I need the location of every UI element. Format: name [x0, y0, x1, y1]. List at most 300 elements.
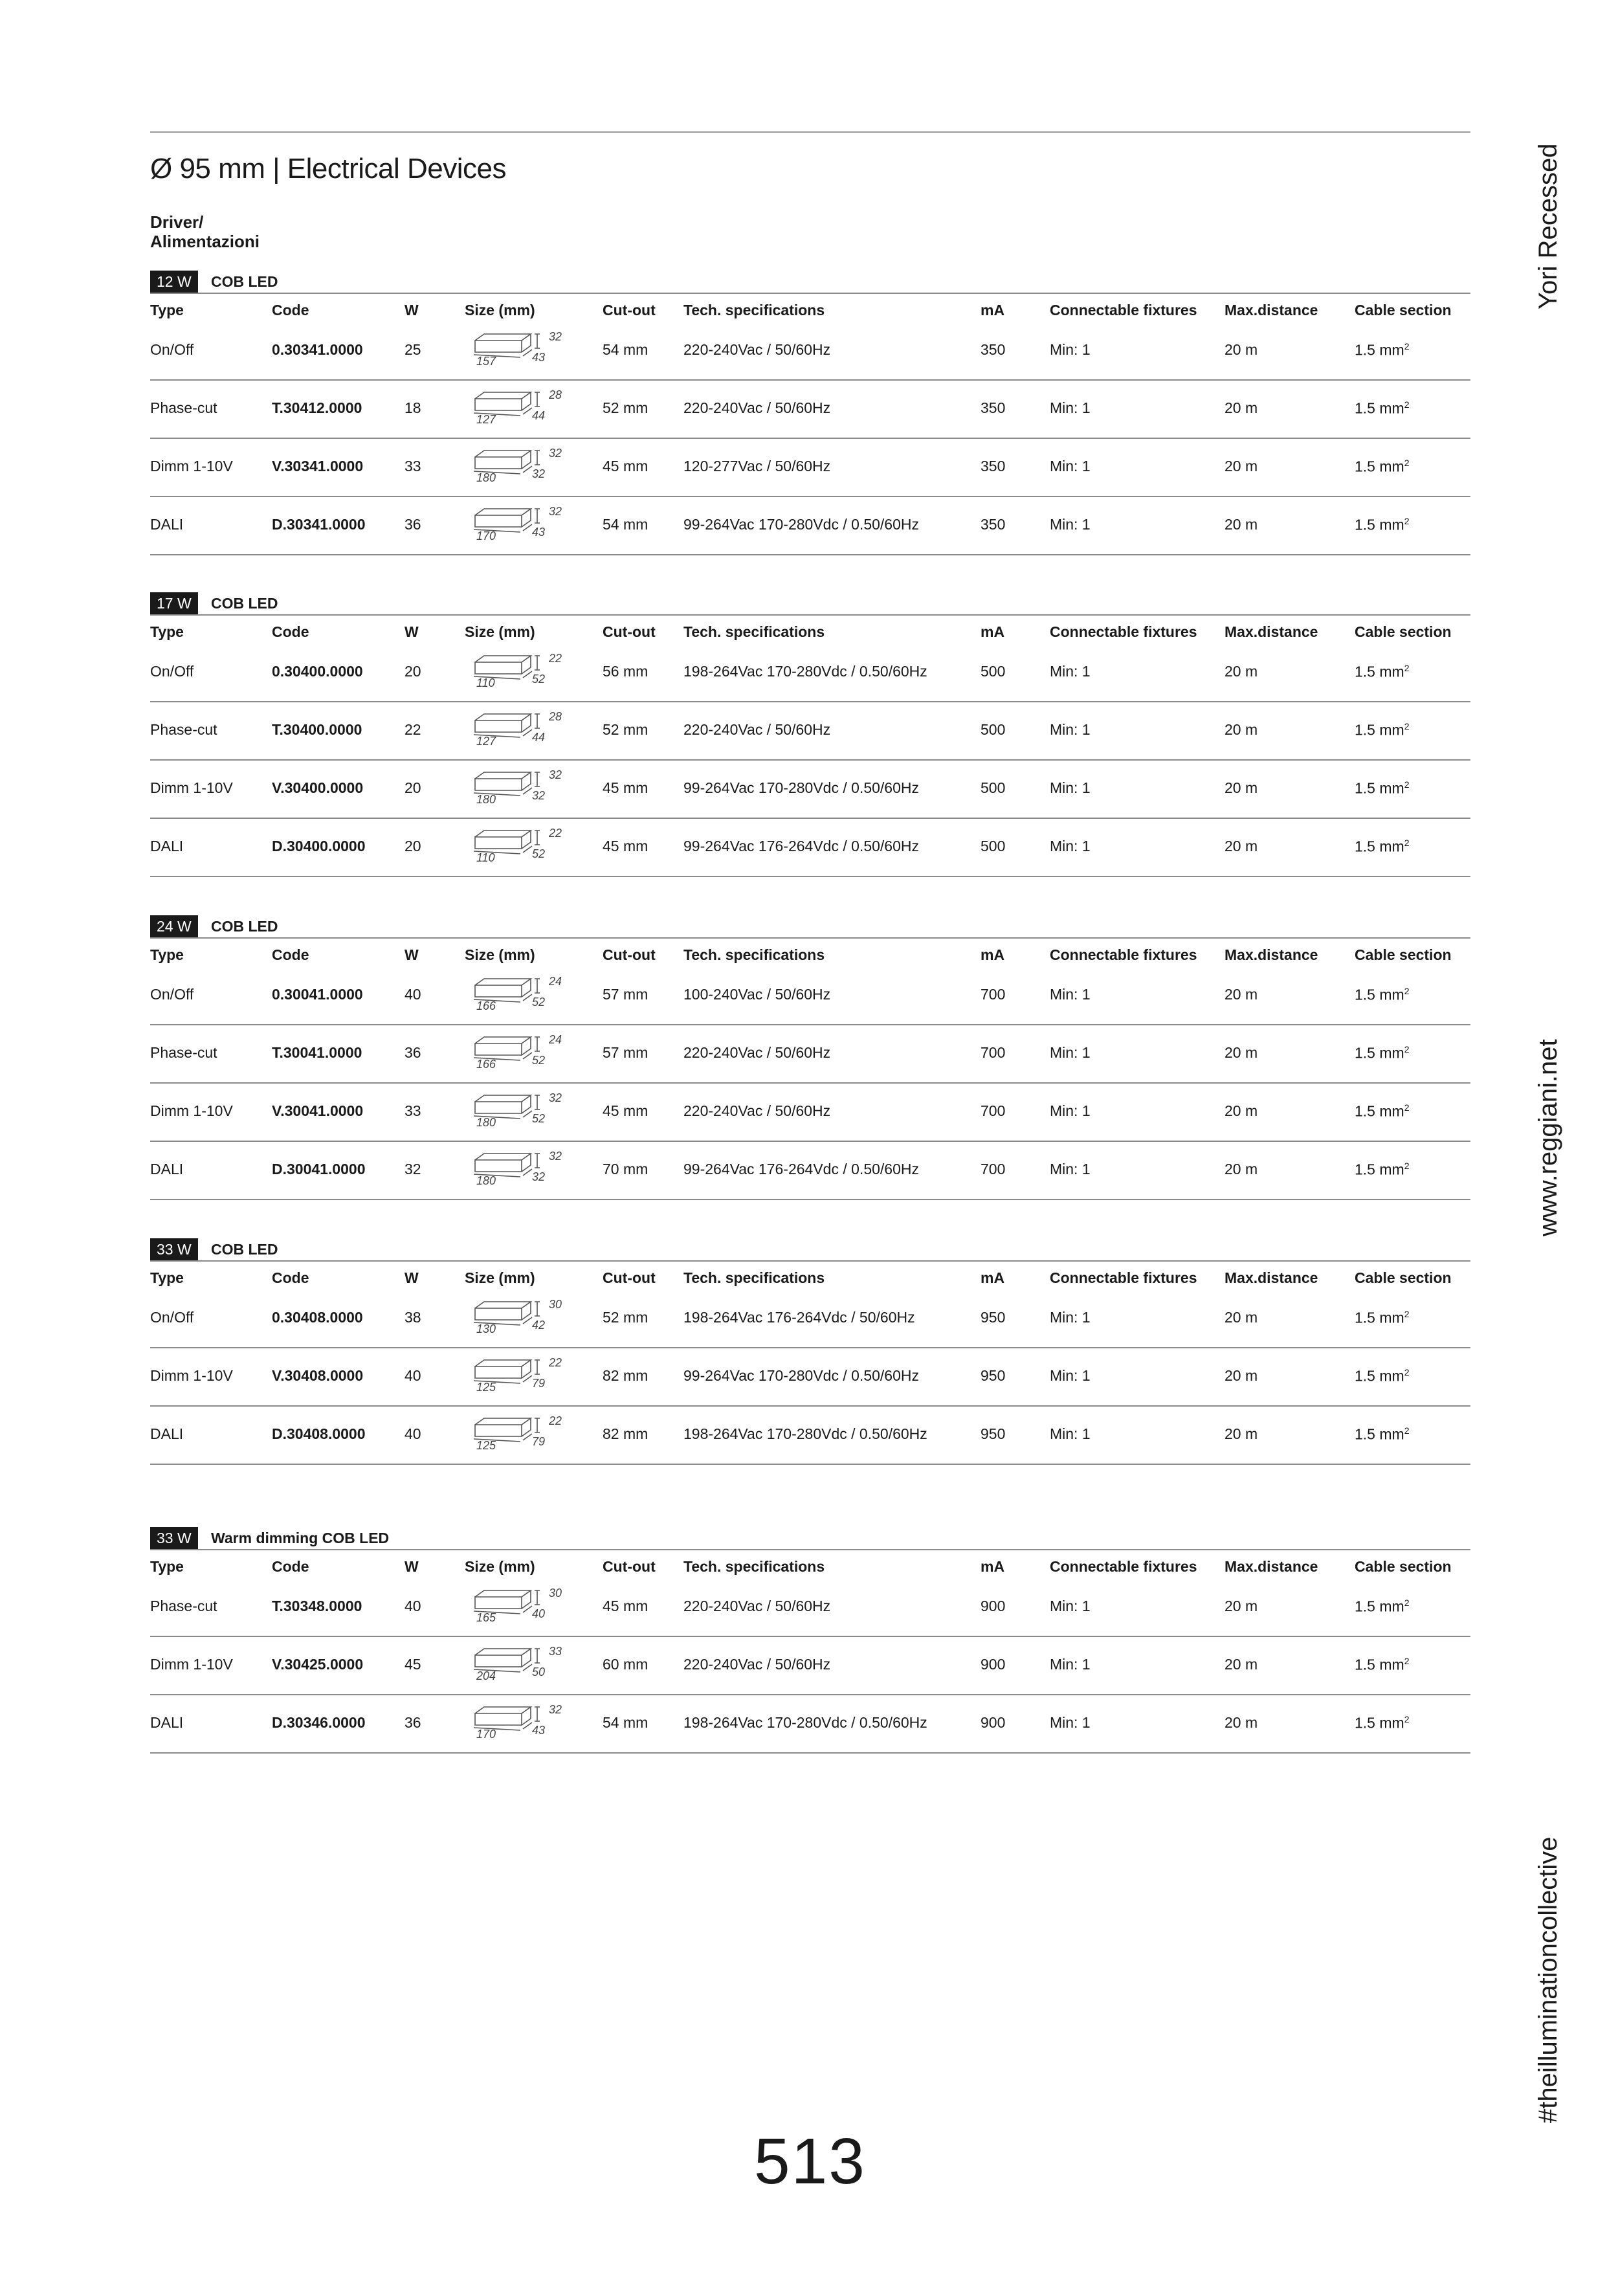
watt-cell: 40 — [404, 1425, 421, 1442]
maxdistance-cell: 20 m — [1225, 341, 1258, 358]
size-width: 79 — [532, 1435, 546, 1448]
type-cell: Phase-cut — [150, 399, 217, 416]
size-width: 79 — [532, 1377, 546, 1390]
maxdistance-cell: 20 m — [1225, 1102, 1258, 1119]
cable-section-cell — [1355, 1425, 1409, 1443]
col-cable-header: Cable section — [1355, 623, 1452, 640]
size-length: 170 — [476, 1728, 496, 1741]
driver-section — [150, 271, 1470, 555]
watt-cell: 20 — [404, 663, 421, 680]
col-ma-header: mA — [981, 1269, 1005, 1286]
tech-cell: 120-277Vac / 50/60Hz — [683, 458, 831, 474]
code-cell: V.30425.0000 — [272, 1656, 364, 1673]
code-cell: T.30348.0000 — [272, 1598, 362, 1614]
cable-superscript: 2 — [1404, 1161, 1410, 1171]
cable-section-cell — [1355, 1656, 1409, 1674]
tech-cell: 220-240Vac / 50/60Hz — [683, 1656, 831, 1673]
size-height: 32 — [549, 1091, 562, 1104]
cable-value: 1.5 mm — [1355, 1598, 1404, 1615]
cable-value: 1.5 mm — [1355, 399, 1404, 417]
connectable-cell: Min: 1 — [1050, 1656, 1091, 1673]
col-tech-header: Tech. specifications — [683, 1558, 825, 1575]
size-height: 24 — [549, 975, 562, 988]
side-hashtag: #theilluminationcollective — [1534, 1836, 1562, 2123]
cable-superscript: 2 — [1404, 341, 1410, 351]
ma-cell: 500 — [981, 721, 1006, 738]
size-height: 22 — [549, 652, 562, 665]
ma-cell: 900 — [981, 1656, 1006, 1673]
tech-cell: 99-264Vac 170-280Vdc / 0.50/60Hz — [683, 516, 919, 533]
ma-cell: 500 — [981, 663, 1006, 680]
code-cell: D.30041.0000 — [272, 1161, 366, 1177]
col-code-header: Code — [272, 1558, 309, 1575]
ma-cell: 700 — [981, 1161, 1006, 1177]
table-row — [150, 975, 1470, 1025]
col-size-header: Size (mm) — [465, 1558, 535, 1575]
tech-cell: 198-264Vac 170-280Vdc / 0.50/60Hz — [683, 1714, 927, 1731]
cable-section-cell — [1355, 1367, 1409, 1385]
connectable-cell: Min: 1 — [1050, 721, 1091, 738]
size-height: 32 — [549, 447, 562, 460]
code-cell: D.30400.0000 — [272, 838, 366, 854]
code-cell: 0.30041.0000 — [272, 986, 363, 1003]
col-type-header: Type — [150, 623, 184, 640]
size-height: 32 — [549, 330, 562, 343]
code-cell: D.30408.0000 — [272, 1425, 366, 1442]
col-type-header: Type — [150, 1558, 184, 1575]
col-cable-header: Cable section — [1355, 1558, 1452, 1575]
maxdistance-cell: 20 m — [1225, 779, 1258, 796]
size-height: 33 — [549, 1645, 562, 1658]
tech-cell: 220-240Vac / 50/60Hz — [683, 341, 831, 358]
cutout-cell: 54 mm — [603, 1714, 648, 1731]
size-length: 166 — [476, 999, 496, 1012]
size-diagram — [470, 971, 573, 1019]
watt-cell: 20 — [404, 779, 421, 796]
cable-section-cell — [1355, 1102, 1409, 1120]
type-cell: Dimm 1-10V — [150, 1102, 233, 1119]
cutout-cell: 52 mm — [603, 721, 648, 738]
watt-cell: 40 — [404, 1367, 421, 1384]
section-label: COB LED — [211, 273, 278, 290]
cable-section-cell — [1355, 458, 1409, 476]
col-ma-header: mA — [981, 1558, 1005, 1575]
cable-section-cell — [1355, 1598, 1409, 1616]
cable-value: 1.5 mm — [1355, 1367, 1404, 1385]
size-length: 180 — [476, 471, 496, 484]
size-width: 32 — [532, 789, 546, 802]
watt-cell: 36 — [404, 1714, 421, 1731]
page-number: 513 — [754, 2125, 866, 2198]
col-maxdistance-header: Max.distance — [1225, 302, 1318, 318]
cable-section-cell — [1355, 663, 1409, 681]
cable-superscript: 2 — [1404, 399, 1410, 410]
type-cell: On/Off — [150, 663, 194, 680]
cable-value: 1.5 mm — [1355, 779, 1404, 797]
size-width: 42 — [532, 1319, 546, 1332]
code-cell: T.30041.0000 — [272, 1044, 362, 1061]
ma-cell: 900 — [981, 1598, 1006, 1614]
code-cell: V.30041.0000 — [272, 1102, 364, 1119]
cable-superscript: 2 — [1404, 1044, 1410, 1054]
tech-cell: 198-264Vac 176-264Vdc / 50/60Hz — [683, 1309, 915, 1326]
size-length: 127 — [476, 735, 496, 748]
section-label: COB LED — [211, 595, 278, 612]
wattage-badge: 24 W — [150, 915, 198, 937]
ma-cell: 500 — [981, 779, 1006, 796]
cable-value: 1.5 mm — [1355, 663, 1404, 680]
watt-cell: 18 — [404, 399, 421, 416]
driver-section — [150, 592, 1470, 877]
tech-cell: 220-240Vac / 50/60Hz — [683, 1102, 831, 1119]
table-row — [150, 1695, 1470, 1754]
cable-value: 1.5 mm — [1355, 1102, 1404, 1120]
size-diagram — [470, 764, 573, 812]
connectable-cell: Min: 1 — [1050, 1044, 1091, 1061]
cable-superscript: 2 — [1404, 721, 1410, 731]
maxdistance-cell: 20 m — [1225, 1367, 1258, 1384]
size-height: 22 — [549, 1356, 562, 1369]
section-header — [150, 1527, 1470, 1549]
table-row — [150, 330, 1470, 381]
cutout-cell: 82 mm — [603, 1367, 648, 1384]
size-width: 43 — [532, 1724, 546, 1737]
cutout-cell: 70 mm — [603, 1161, 648, 1177]
size-width: 32 — [532, 467, 546, 480]
cable-section-cell — [1355, 341, 1409, 359]
maxdistance-cell: 20 m — [1225, 1161, 1258, 1177]
size-length: 166 — [476, 1058, 496, 1071]
watt-cell: 36 — [404, 1044, 421, 1061]
page-title: Ø 95 mm | Electrical Devices — [150, 153, 507, 184]
connectable-cell: Min: 1 — [1050, 663, 1091, 680]
size-diagram — [470, 1029, 573, 1077]
ma-cell: 350 — [981, 341, 1006, 358]
cable-superscript: 2 — [1404, 663, 1410, 673]
ma-cell: 350 — [981, 399, 1006, 416]
cable-superscript: 2 — [1404, 516, 1410, 526]
section-header — [150, 915, 1470, 937]
size-height: 32 — [549, 1703, 562, 1716]
tech-cell: 198-264Vac 170-280Vdc / 0.50/60Hz — [683, 663, 927, 680]
size-length: 125 — [476, 1439, 496, 1452]
side-product-name: Yori Recessed — [1534, 143, 1562, 309]
col-size-header: Size (mm) — [465, 623, 535, 640]
section-label: Warm dimming COB LED — [211, 1530, 390, 1546]
size-width: 52 — [532, 996, 546, 1009]
watt-cell: 36 — [404, 516, 421, 533]
size-length: 204 — [476, 1669, 496, 1682]
watt-cell: 33 — [404, 458, 421, 474]
ma-cell: 700 — [981, 986, 1006, 1003]
col-cutout-header: Cut-out — [603, 302, 656, 318]
cable-superscript: 2 — [1404, 1309, 1410, 1319]
connectable-cell: Min: 1 — [1050, 516, 1091, 533]
cutout-cell: 54 mm — [603, 516, 648, 533]
cable-value: 1.5 mm — [1355, 341, 1404, 359]
col-maxdistance-header: Max.distance — [1225, 623, 1318, 640]
size-length: 157 — [476, 355, 496, 368]
size-height: 28 — [549, 710, 562, 723]
size-length: 125 — [476, 1381, 496, 1394]
size-diagram — [470, 326, 573, 374]
size-height: 30 — [549, 1298, 562, 1311]
col-connectable-header: Connectable fixtures — [1050, 946, 1197, 963]
cable-superscript: 2 — [1404, 1598, 1410, 1608]
tech-cell: 220-240Vac / 50/60Hz — [683, 721, 831, 738]
size-height: 32 — [549, 1150, 562, 1163]
type-cell: DALI — [150, 1161, 184, 1177]
connectable-cell: Min: 1 — [1050, 1425, 1091, 1442]
cable-section-cell — [1355, 1309, 1409, 1327]
size-width: 44 — [532, 731, 546, 744]
connectable-cell: Min: 1 — [1050, 1102, 1091, 1119]
col-size-header: Size (mm) — [465, 302, 535, 318]
size-width: 43 — [532, 351, 546, 364]
tech-cell: 198-264Vac 170-280Vdc / 0.50/60Hz — [683, 1425, 927, 1442]
col-type-header: Type — [150, 1269, 184, 1286]
connectable-cell: Min: 1 — [1050, 1367, 1091, 1384]
connectable-cell: Min: 1 — [1050, 341, 1091, 358]
code-cell: T.30412.0000 — [272, 399, 362, 416]
col-tech-header: Tech. specifications — [683, 623, 825, 640]
size-length: 110 — [476, 676, 495, 689]
col-size-header: Size (mm) — [465, 1269, 535, 1286]
cable-section-cell — [1355, 779, 1409, 797]
size-length: 180 — [476, 1174, 496, 1187]
table-row — [150, 1142, 1470, 1200]
cable-value: 1.5 mm — [1355, 1425, 1404, 1443]
table-row — [150, 1637, 1470, 1695]
code-cell: V.30341.0000 — [272, 458, 364, 474]
cable-section-cell — [1355, 399, 1409, 418]
ma-cell: 950 — [981, 1367, 1006, 1384]
size-length: 165 — [476, 1611, 496, 1624]
col-maxdistance-header: Max.distance — [1225, 946, 1318, 963]
col-tech-header: Tech. specifications — [683, 946, 825, 963]
col-w-header: W — [404, 302, 419, 318]
size-width: 52 — [532, 847, 546, 860]
cable-value: 1.5 mm — [1355, 1714, 1404, 1732]
col-connectable-header: Connectable fixtures — [1050, 302, 1197, 318]
col-w-header: W — [404, 1558, 419, 1575]
section-label: COB LED — [211, 1241, 278, 1258]
ma-cell: 900 — [981, 1714, 1006, 1731]
watt-cell: 22 — [404, 721, 421, 738]
cable-value: 1.5 mm — [1355, 516, 1404, 533]
col-cable-header: Cable section — [1355, 946, 1452, 963]
maxdistance-cell: 20 m — [1225, 663, 1258, 680]
wattage-badge: 17 W — [150, 592, 198, 614]
table-row — [150, 1587, 1470, 1637]
ma-cell: 350 — [981, 458, 1006, 474]
size-diagram — [470, 1087, 573, 1135]
col-code-header: Code — [272, 623, 309, 640]
cutout-cell: 52 mm — [603, 399, 648, 416]
maxdistance-cell: 20 m — [1225, 721, 1258, 738]
size-diagram — [470, 1699, 573, 1747]
size-length: 127 — [476, 413, 496, 426]
type-cell: Dimm 1-10V — [150, 779, 233, 796]
table-row — [150, 497, 1470, 555]
side-website[interactable]: www.reggiani.net — [1534, 1039, 1562, 1236]
size-height: 28 — [549, 388, 562, 401]
cable-value: 1.5 mm — [1355, 838, 1404, 855]
code-cell: 0.30341.0000 — [272, 341, 363, 358]
connectable-cell: Min: 1 — [1050, 838, 1091, 854]
col-maxdistance-header: Max.distance — [1225, 1269, 1318, 1286]
cable-superscript: 2 — [1404, 1367, 1410, 1377]
watt-cell: 40 — [404, 1598, 421, 1614]
maxdistance-cell: 20 m — [1225, 399, 1258, 416]
watt-cell: 25 — [404, 341, 421, 358]
watt-cell: 40 — [404, 986, 421, 1003]
cable-value: 1.5 mm — [1355, 1044, 1404, 1062]
cable-superscript: 2 — [1404, 779, 1410, 790]
size-length: 180 — [476, 793, 496, 806]
cable-superscript: 2 — [1404, 1425, 1410, 1436]
connectable-cell: Min: 1 — [1050, 1714, 1091, 1731]
wattage-badge: 12 W — [150, 271, 198, 293]
tech-cell: 220-240Vac / 50/60Hz — [683, 399, 831, 416]
table-row — [150, 1348, 1470, 1407]
col-maxdistance-header: Max.distance — [1225, 1558, 1318, 1575]
tech-cell: 99-264Vac 176-264Vdc / 0.50/60Hz — [683, 1161, 919, 1177]
cable-value: 1.5 mm — [1355, 458, 1404, 475]
cable-superscript: 2 — [1404, 1102, 1410, 1113]
watt-cell: 32 — [404, 1161, 421, 1177]
cable-superscript: 2 — [1404, 458, 1410, 468]
section-header — [150, 1238, 1470, 1260]
table-row — [150, 652, 1470, 702]
page-subtitle — [150, 212, 260, 251]
tech-cell: 99-264Vac 176-264Vdc / 0.50/60Hz — [683, 838, 919, 854]
connectable-cell: Min: 1 — [1050, 779, 1091, 796]
col-cutout-header: Cut-out — [603, 1558, 656, 1575]
ma-cell: 350 — [981, 516, 1006, 533]
col-tech-header: Tech. specifications — [683, 1269, 825, 1286]
wattage-badge: 33 W — [150, 1527, 198, 1549]
col-connectable-header: Connectable fixtures — [1050, 623, 1197, 640]
cable-section-cell — [1355, 516, 1409, 534]
section-header — [150, 592, 1470, 614]
size-diagram — [470, 1294, 573, 1342]
cable-value: 1.5 mm — [1355, 1161, 1404, 1178]
col-cutout-header: Cut-out — [603, 946, 656, 963]
size-height: 32 — [549, 505, 562, 518]
code-cell: V.30400.0000 — [272, 779, 364, 796]
table-row — [150, 1084, 1470, 1142]
driver-section — [150, 1527, 1470, 1754]
cable-section-cell — [1355, 1714, 1409, 1732]
watt-cell: 45 — [404, 1656, 421, 1673]
col-size-header: Size (mm) — [465, 946, 535, 963]
cable-superscript: 2 — [1404, 1714, 1410, 1724]
type-cell: Phase-cut — [150, 1044, 217, 1061]
col-cutout-header: Cut-out — [603, 1269, 656, 1286]
cable-section-cell — [1355, 838, 1409, 856]
size-height: 24 — [549, 1033, 562, 1046]
cutout-cell: 60 mm — [603, 1656, 648, 1673]
col-type-header: Type — [150, 946, 184, 963]
size-diagram — [470, 1583, 573, 1631]
ma-cell: 500 — [981, 838, 1006, 854]
size-width: 52 — [532, 1054, 546, 1067]
top-rule — [150, 131, 1470, 133]
maxdistance-cell: 20 m — [1225, 1656, 1258, 1673]
col-tech-header: Tech. specifications — [683, 302, 825, 318]
code-cell: 0.30400.0000 — [272, 663, 363, 680]
cutout-cell: 57 mm — [603, 1044, 648, 1061]
maxdistance-cell: 20 m — [1225, 1044, 1258, 1061]
maxdistance-cell: 20 m — [1225, 516, 1258, 533]
maxdistance-cell: 20 m — [1225, 1598, 1258, 1614]
col-code-header: Code — [272, 302, 309, 318]
col-type-header: Type — [150, 302, 184, 318]
cutout-cell: 54 mm — [603, 341, 648, 358]
table-header-row — [150, 294, 1470, 330]
ma-cell: 950 — [981, 1309, 1006, 1326]
connectable-cell: Min: 1 — [1050, 1161, 1091, 1177]
watt-cell: 38 — [404, 1309, 421, 1326]
type-cell: Phase-cut — [150, 721, 217, 738]
type-cell: DALI — [150, 1425, 184, 1442]
wattage-badge: 33 W — [150, 1238, 198, 1260]
driver-section — [150, 915, 1470, 1200]
col-connectable-header: Connectable fixtures — [1050, 1269, 1197, 1286]
size-width: 52 — [532, 1112, 546, 1125]
type-cell: On/Off — [150, 1309, 194, 1326]
driver-section — [150, 1238, 1470, 1465]
cable-superscript: 2 — [1404, 1656, 1410, 1666]
size-diagram — [470, 1352, 573, 1400]
maxdistance-cell: 20 m — [1225, 986, 1258, 1003]
tech-cell: 99-264Vac 170-280Vdc / 0.50/60Hz — [683, 779, 919, 796]
cable-superscript: 2 — [1404, 838, 1410, 848]
cable-section-cell — [1355, 1161, 1409, 1179]
col-connectable-header: Connectable fixtures — [1050, 1558, 1197, 1575]
connectable-cell: Min: 1 — [1050, 458, 1091, 474]
cutout-cell: 56 mm — [603, 663, 648, 680]
ma-cell: 700 — [981, 1044, 1006, 1061]
size-length: 130 — [476, 1322, 496, 1335]
size-width: 52 — [532, 673, 546, 685]
col-cutout-header: Cut-out — [603, 623, 656, 640]
col-code-header: Code — [272, 1269, 309, 1286]
type-cell: DALI — [150, 838, 184, 854]
cutout-cell: 45 mm — [603, 779, 648, 796]
section-header — [150, 271, 1470, 293]
table-header-row — [150, 1262, 1470, 1298]
table-row — [150, 702, 1470, 761]
type-cell: DALI — [150, 1714, 184, 1731]
size-diagram — [470, 648, 573, 696]
col-code-header: Code — [272, 946, 309, 963]
cutout-cell: 45 mm — [603, 838, 648, 854]
cable-section-cell — [1355, 986, 1409, 1004]
type-cell: Dimm 1-10V — [150, 1656, 233, 1673]
col-ma-header: mA — [981, 302, 1005, 318]
table-row — [150, 381, 1470, 439]
col-w-header: W — [404, 946, 419, 963]
size-width: 32 — [532, 1170, 546, 1183]
connectable-cell: Min: 1 — [1050, 986, 1091, 1003]
maxdistance-cell: 20 m — [1225, 458, 1258, 474]
type-cell: On/Off — [150, 341, 194, 358]
size-diagram — [470, 706, 573, 754]
connectable-cell: Min: 1 — [1050, 1309, 1091, 1326]
size-height: 22 — [549, 1414, 562, 1427]
